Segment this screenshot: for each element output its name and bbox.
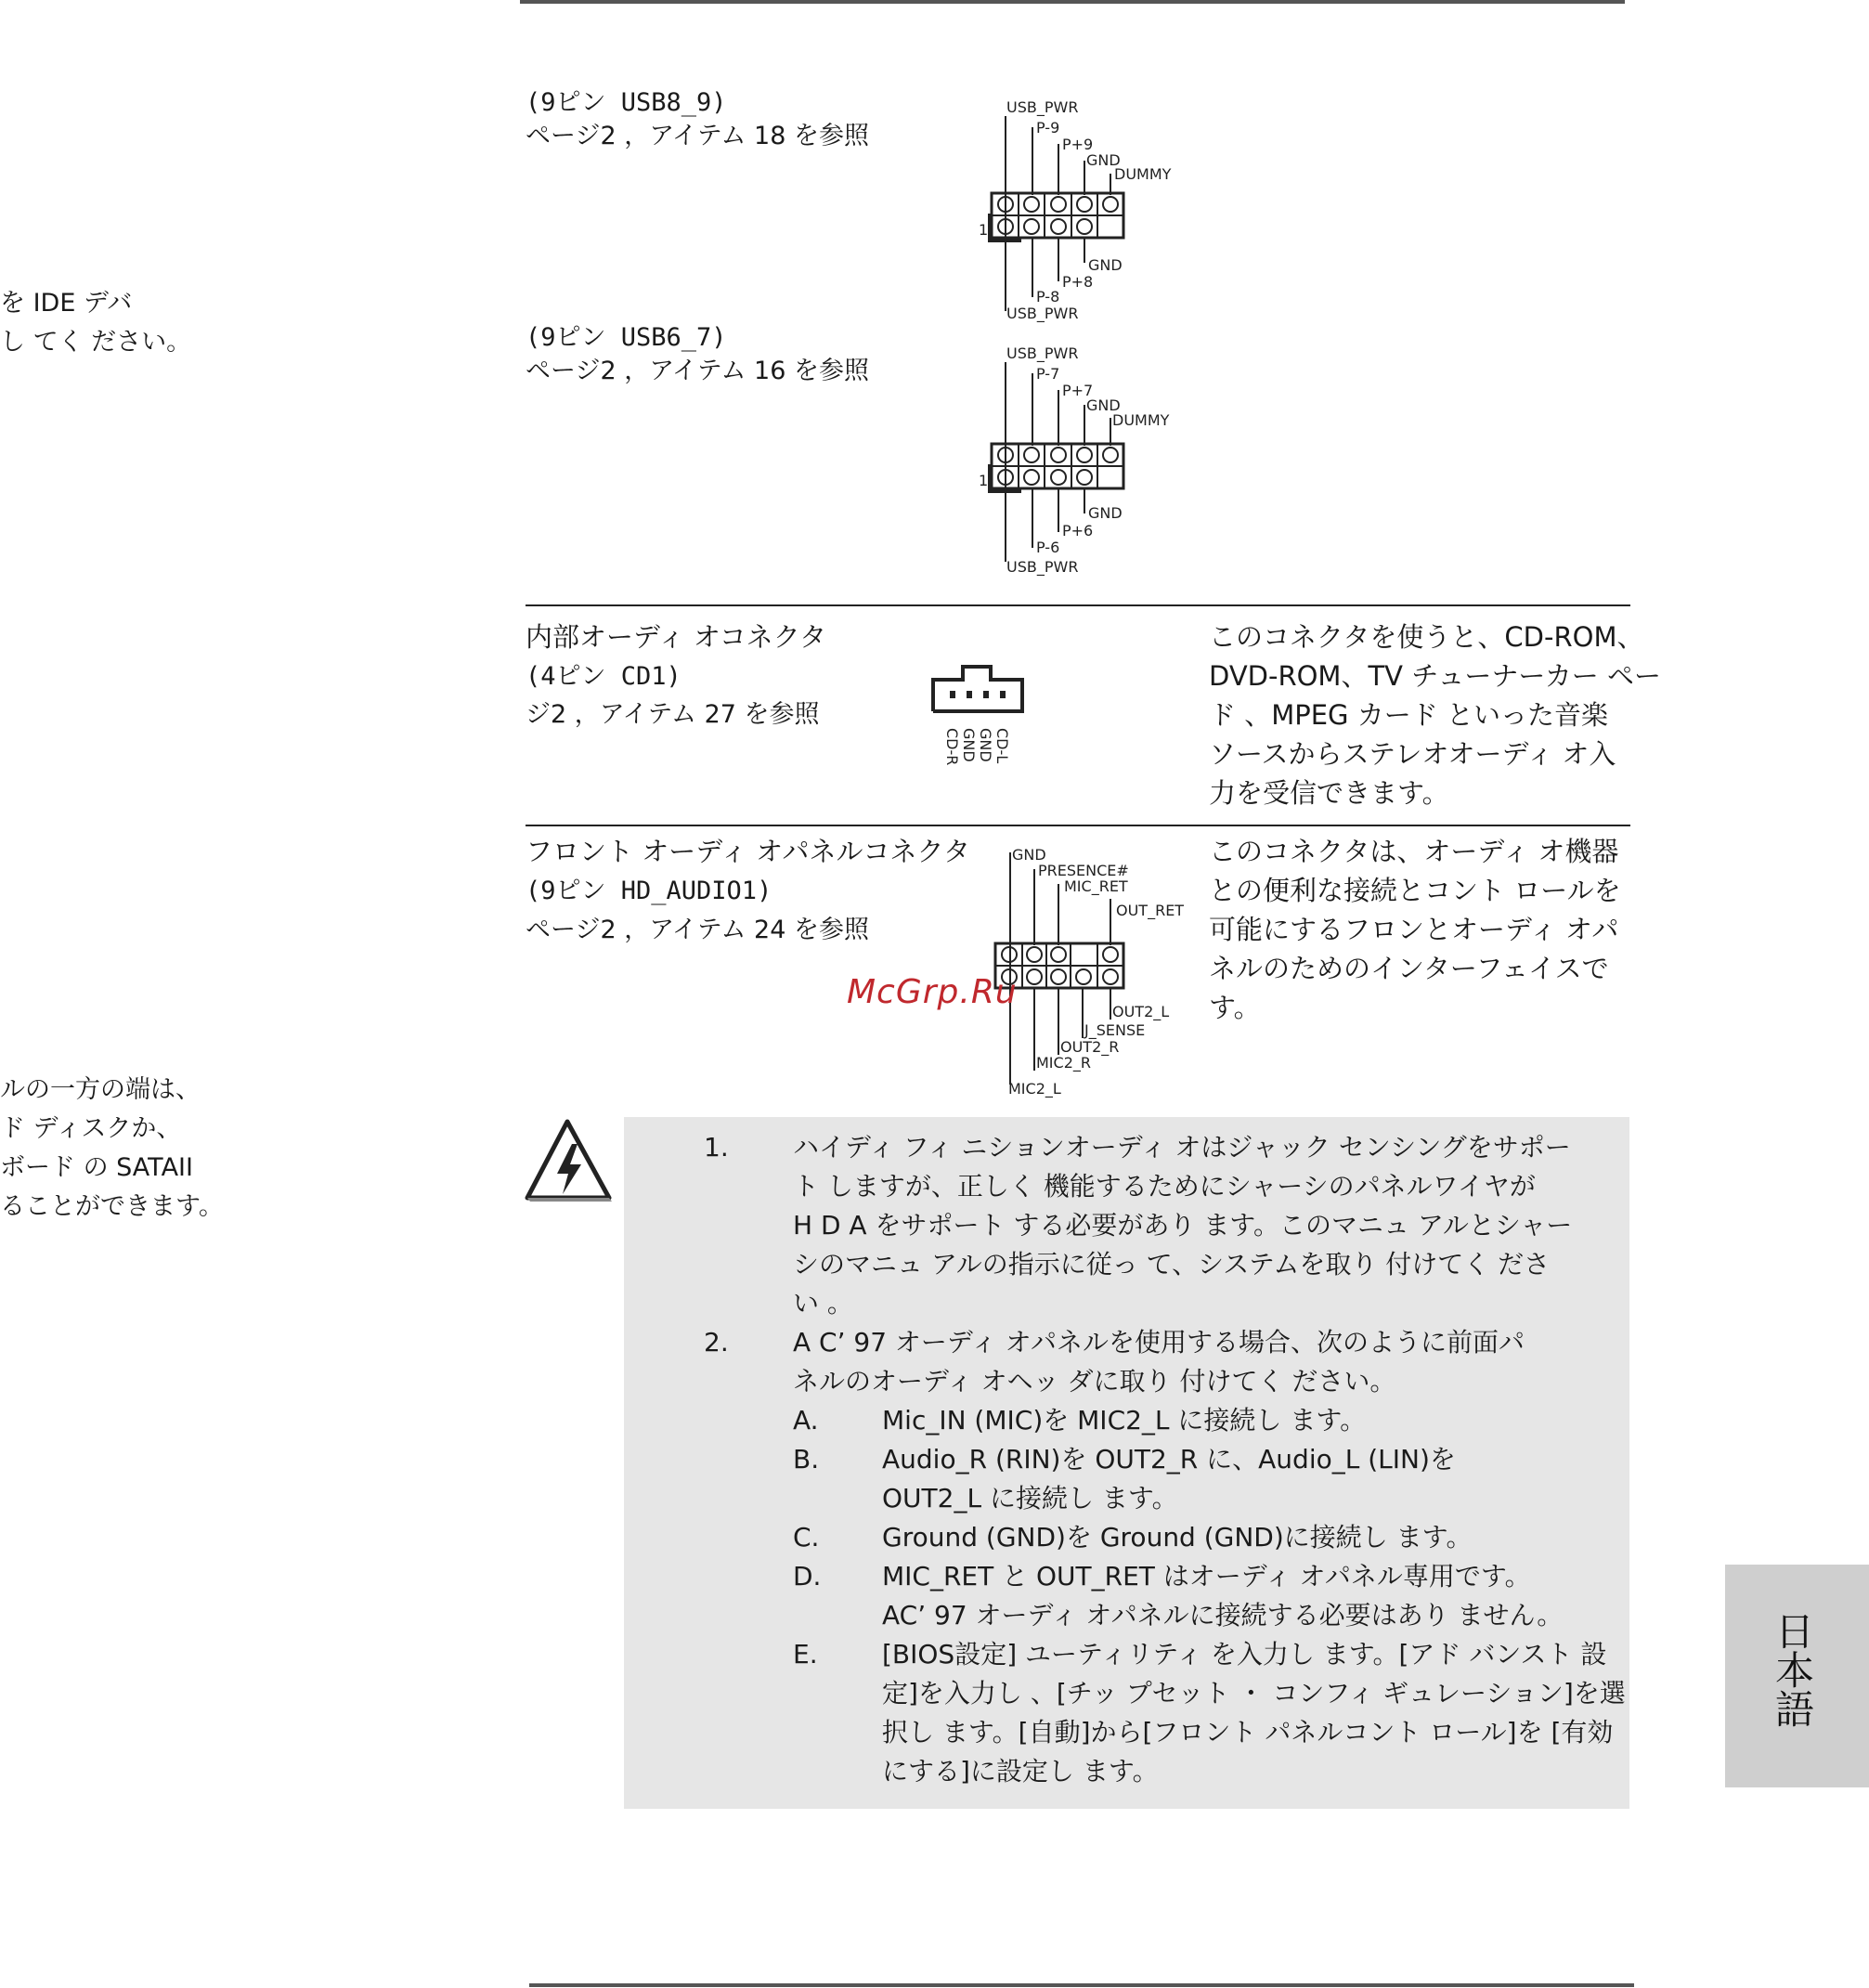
hda-label-mic-ret: MIC_RET [1064, 877, 1128, 895]
sub-e-line: 択し ます。[自動]から[フロント パネルコント ロール]を [有効 [882, 1717, 1614, 1748]
cd-desc-line: このコネクタを使うと、CD-ROM、 [1209, 621, 1644, 653]
usb89-ref: ページ2 ，アイテム 18 を参照 [526, 122, 869, 150]
hda-label-j-sense: J_SENSE [1084, 1021, 1146, 1039]
warning-lightning-icon [524, 1116, 617, 1205]
usb89-pin-pp9: P+9 [1062, 136, 1094, 153]
usb89-pin-pm8: P-8 [1036, 288, 1060, 305]
cd-label-cdr: CD-R [943, 728, 961, 766]
watermark: McGrp.Ru [847, 973, 1018, 1011]
usb67-pin1-marker: 1 [979, 472, 989, 489]
hda-pins: (9ピン HD_AUDIO1) [526, 877, 772, 905]
hda-description [1209, 832, 1636, 1027]
hda-label-mic2-r: MIC2_R [1036, 1054, 1091, 1072]
usb67-pin-usbpwr-bottom: USB_PWR [1006, 558, 1079, 576]
usb89-pin-pp8: P+8 [1062, 273, 1094, 291]
hda-desc-line: ネルのためのインターフェイスで [1209, 953, 1609, 984]
hda-label-out2-l: OUT2_L [1112, 1003, 1170, 1020]
sub-d-letter: D. [793, 1561, 822, 1592]
usb89-title: (9ピン USB8_9) [526, 88, 727, 117]
cd-ref: ジ2 ，アイテム 27 を参照 [526, 700, 820, 729]
bottom-rule [529, 1983, 1634, 1987]
cd-desc-line: ソースからステレオオーディ オ入 [1209, 738, 1616, 770]
sub-b-line: Audio_R (RIN)を OUT2_R に、Audio_L (LIN)を [882, 1444, 1456, 1475]
hda-title: フロント オーディ オパネルコネクタ [526, 836, 970, 867]
usb67-pin-gnd-bottom: GND [1088, 504, 1123, 522]
usb89-pin-pm9: P-9 [1036, 119, 1060, 136]
sub-a-line: Mic_IN (MIC)を MIC2_L に接続し ます。 [882, 1405, 1367, 1436]
usb89-pin-dummy: DUMMY [1114, 165, 1172, 183]
sub-e-line: 定]を入力し 、[チッ プセット ・ コンフィ ギュレーション]を選 [882, 1678, 1626, 1709]
sub-e-line: [BIOS設定] ユーティリティ を入力し ます。[アド バンスト 設 [882, 1639, 1607, 1670]
note-2-line: ネルのオーディ オヘッ ダに取り 付けてく ださい。 [793, 1366, 1396, 1397]
sub-c-line: Ground (GND)を Ground (GND)に接続し ます。 [882, 1522, 1473, 1553]
cd-pins: (4ピン CD1) [526, 662, 681, 691]
usb67-pin-pm6: P-6 [1036, 539, 1060, 556]
usb89-pin-usbpwr-top: USB_PWR [1006, 98, 1079, 116]
cd-label-cdl: CD-L [993, 728, 1011, 764]
cd-section-rule [526, 604, 1630, 606]
hda-desc-line: との便利な接続とコント ロールを [1209, 875, 1621, 906]
usb89-header-diagram [966, 97, 1188, 325]
usb89-pin-gnd-bottom: GND [1088, 256, 1123, 274]
note-1-line: シのマニュ アルの指示に従っ て、システムを取り 付けてく ださ [793, 1249, 1551, 1280]
left-fragment-ide-2: し てく ださい。 [0, 328, 192, 357]
sub-a-letter: A. [793, 1405, 819, 1436]
left-fragment-sata-3: ボード の SATAII [0, 1153, 193, 1182]
notes-panel [624, 1117, 1629, 1809]
note-2-line: A C’ 97 オーディ オパネルを使用する場合、次のように前面パ [793, 1327, 1525, 1358]
usb67-ref: ページ2 ，アイテム 16 を参照 [526, 357, 869, 385]
sub-c-letter: C. [793, 1522, 820, 1553]
sub-e-letter: E. [793, 1639, 818, 1670]
cd-label-gnd-2: GND [977, 728, 994, 762]
usb67-pin-usbpwr-top: USB_PWR [1006, 344, 1079, 362]
hda-label-out2-r: OUT2_R [1060, 1038, 1120, 1056]
top-rule [520, 0, 1625, 4]
usb67-pin-pm7: P-7 [1036, 365, 1060, 383]
left-fragment-sata-2: ド ディスクか、 [0, 1114, 182, 1143]
hda-section-rule [526, 825, 1630, 826]
hda-label-gnd: GND [1012, 846, 1046, 864]
usb67-header-diagram [966, 344, 1188, 580]
hda-label-out-ret: OUT_RET [1116, 902, 1185, 919]
usb89-pin1-marker: 1 [979, 221, 989, 239]
sub-b-line: OUT2_L に接続し ます。 [882, 1483, 1178, 1514]
cd-desc-line: ド 、MPEG カード といった音楽 [1209, 699, 1608, 731]
hda-desc-line: 可能にするフロンとオーディ オパ [1209, 914, 1619, 945]
usb67-pin-gnd-top: GND [1086, 396, 1121, 414]
usb89-pin-usbpwr-bottom: USB_PWR [1006, 305, 1079, 322]
cd-label-gnd-1: GND [960, 728, 978, 762]
sub-e-line: にする]に設定し ます。 [882, 1756, 1159, 1787]
cd-desc-line: DVD-ROM、TV チューナーカー ペー [1209, 660, 1661, 692]
note-1-line: H D A をサポート する必要があり ます。このマニュ アルとシャー [793, 1210, 1573, 1241]
hda-ref: ページ2 ，アイテム 24 を参照 [526, 916, 869, 944]
note-1-line: ト しますが、正しく 機能するためにシャーシのパネルワイヤが [793, 1171, 1536, 1202]
usb67-pin-pp6: P+6 [1062, 522, 1094, 539]
hda-label-mic2-l: MIC2_L [1008, 1080, 1061, 1098]
cd-description [1209, 617, 1661, 812]
usb67-pin-dummy: DUMMY [1112, 411, 1170, 429]
cd-desc-line: 力を受信できます。 [1209, 777, 1449, 809]
cd-title: 内部オーディ オコネクタ [526, 621, 827, 653]
usb67-title: (9ピン USB6_7) [526, 323, 727, 352]
sub-b-letter: B. [793, 1444, 820, 1475]
language-tab [1725, 1565, 1869, 1787]
cd1-connector-diagram [924, 657, 1035, 778]
language-tab-label: 日本語 [1770, 1611, 1815, 1728]
note-1-line: ハイディ フィ ニションオーディ オはジャック センシングをサポー [793, 1132, 1571, 1163]
note-2-number: 2. [704, 1327, 729, 1358]
note-1-number: 1. [704, 1132, 729, 1163]
sub-d-line: MIC_RET と OUT_RET はオーディ オパネル専用です。 [882, 1561, 1531, 1592]
left-fragment-ide-1: を IDE デバ [0, 289, 133, 318]
hd-audio-header-diagram [993, 843, 1188, 1105]
usb89-pin-gnd-top: GND [1086, 151, 1121, 169]
left-fragment-sata-1: ルの一方の端は、 [0, 1075, 201, 1104]
usb67-pin-pp7: P+7 [1062, 382, 1094, 399]
note-1-line: い 。 [793, 1288, 853, 1319]
hda-label-presence: PRESENCE# [1038, 862, 1129, 879]
hda-desc-line: す。 [1209, 992, 1261, 1023]
left-fragment-sata-4: ることができます。 [0, 1192, 224, 1221]
sub-d-line: AC’ 97 オーディ オパネルに接続する必要はあり ません。 [882, 1600, 1564, 1631]
hda-desc-line: このコネクタは、オーディ オ機器 [1209, 836, 1619, 867]
